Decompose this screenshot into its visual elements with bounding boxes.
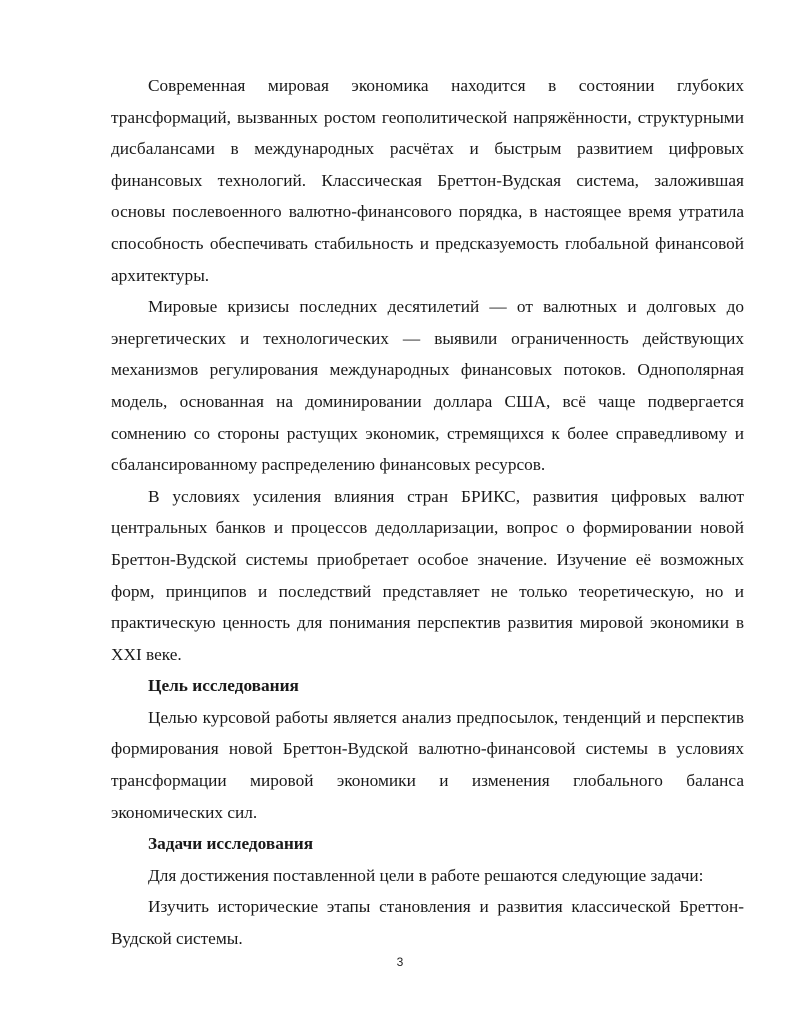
intro-paragraph-1: Современная мировая экономика находится в состоянии глубоких трансформаций, вызванных ростом геополитической напряжённости, структурными дисбалансами в международных расчётах и быстрым развитием цифровых финансовых технологий. Классическая Бреттон-Вудская система, заложившая основы послевоенного валютно-финансового порядка, в настоящее время утратила способность обеспечивать стабильность и предсказуемость глобальной финансовой архитектуры. (111, 76, 744, 285)
tasks-heading: Задачи исследования (148, 834, 314, 854)
page-number: 3 (396, 955, 404, 969)
task-item-1: Изучить исторические этапы становления и развития классической Бреттон-Вудской системы. (111, 897, 744, 949)
document-body (111, 70, 744, 955)
intro-paragraph-3: В условиях усиления влияния стран БРИКС, развития цифровых валют центральных банков и процессов дедолларизации, вопрос о формировании новой Бреттон-Вудской системы приобретает особое значение. Изучение её возможных форм, принципов и последствий представляет не только теоретическую, но и практическую ценность для понимания перспектив развития мировой экономики в XXI веке. (111, 486, 744, 664)
tasks-intro-paragraph: Для достижения поставленной цели в работе решаются следующие задачи: (148, 865, 704, 885)
goal-paragraph: Целью курсовой работы является анализ предпосылок, тенденций и перспектив формирования новой Бреттон-Вудской валютно-финансовой системы в условиях трансформации мировой экономики и изменения глобального баланса экономических сил. (111, 707, 744, 822)
goal-heading: Цель исследования (148, 676, 299, 696)
intro-paragraph-2: Мировые кризисы последних десятилетий — от валютных и долговых до энергетических и технологических — выявили ограниченность действующих механизмов регулирования международных финансовых потоков. Однополярная модель, основанная на доминировании доллара США, всё чаще подвергается сомнению со стороны растущих экономик, стремящихся к более справедливому и сбалансированному распределению финансовых ресурсов. (111, 297, 744, 475)
